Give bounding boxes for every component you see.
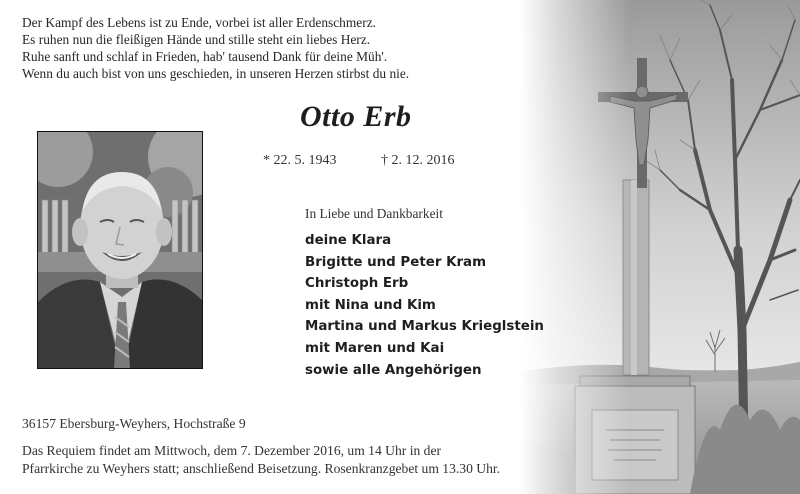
mourner-line: mit Nina und Kim (305, 297, 436, 313)
verse-line: Der Kampf des Lebens ist zu Ende, vorbei ist aller Erdenschmerz. (22, 15, 376, 30)
mourner-line: Martina und Markus Krieglstein (305, 319, 544, 335)
verse-line: Es ruhen nun die fleißigen Hände und stille steht ein liebes Herz. (22, 32, 371, 47)
portrait-photo (37, 131, 203, 369)
mourner-line: Christoph Erb (305, 276, 409, 292)
notice-line: Das Requiem findet am Mittwoch, dem 7. Dezember 2016, um 14 Uhr in der (22, 443, 442, 458)
mourner-line: Brigitte und Peter Kram (305, 254, 487, 270)
birth-date: * 22. 5. 1943 (263, 153, 337, 168)
mourners-list (305, 230, 544, 381)
notice-line: Pfarrkirche zu Weyhers statt; anschließend Beisetzung. Rosenkranzgebet um 13.30 Uhr. (22, 461, 501, 476)
family-address: 36157 Ebersburg-Weyhers, Hochstraße 9 (22, 416, 246, 431)
verse-line: Wenn du auch bist von uns geschieden, in unseren Herzen stirbst du nie. (22, 66, 410, 81)
deceased-name: Otto Erb (300, 100, 412, 133)
dedication-text: In Liebe und Dankbarkeit (305, 206, 443, 221)
mourner-line: sowie alle Angehörigen (305, 362, 482, 378)
crucifix-landscape-photo (520, 0, 800, 494)
funeral-notice (22, 442, 500, 478)
mourner-line: mit Maren und Kai (305, 340, 445, 356)
mourner-line: deine Klara (305, 233, 392, 248)
verse-line: Ruhe sanft und schlaf in Frieden, hab' tausend Dank für deine Müh'. (22, 49, 388, 64)
poem-verse (22, 14, 542, 82)
death-date: † 2. 12. 2016 (381, 153, 455, 168)
